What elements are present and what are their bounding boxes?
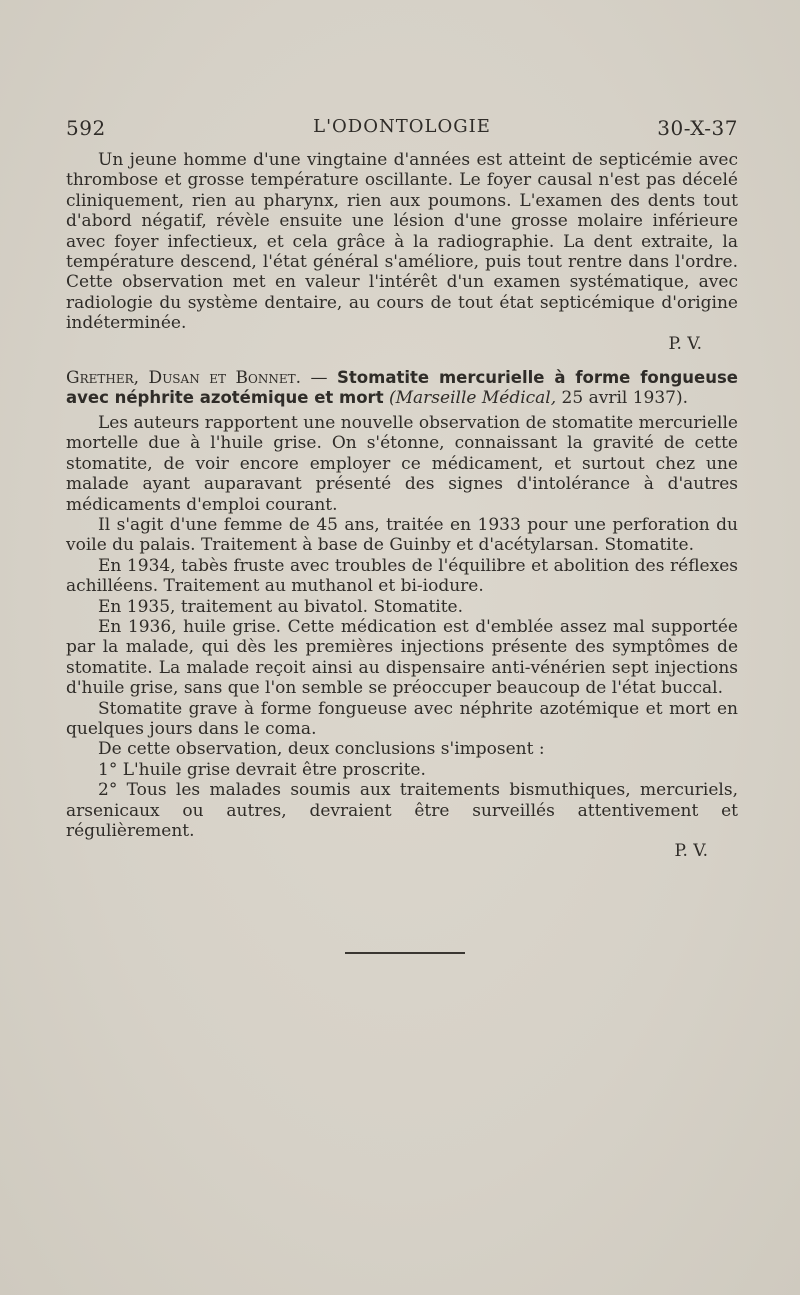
article2-paragraph: De cette observation, deux conclusions s'imposent :: [98, 739, 545, 760]
article2-paragraph: En 1936, huile grise. Cette médication est d'emblée assez mal supportée par la malade, qui dès les premières injections présente des symptômes de stomatite. La malade reçoit ainsi au dispensaire anti-vénérien sept injections d'huile grise, sans que l'on semble se préoccuper beaucoup de l'état buccal.: [66, 616, 738, 699]
article2-paragraph: 2° Tous les malades soumis aux traitements bismuthiques, mercuriels, arsenicaux ou autres, devraient être surveillés attentivement et régulièrement.: [66, 780, 738, 841]
article2-paragraph: Il s'agit d'une femme de 45 ans, traitée en 1933 pour une perforation du voile du palais. Traitement à base de Guinby et d'acétylarsan. Stomatite.: [66, 514, 738, 556]
journal-title: L'ODONTOLOGIE: [313, 116, 491, 137]
page-body: [66, 150, 738, 862]
article2-paragraph: En 1935, traitement au bivatol. Stomatite.: [98, 596, 464, 617]
issue-date: 30-X-37: [657, 116, 738, 140]
article2-source-date: 25 avril 1937).: [556, 388, 689, 409]
article1-signature: P. V.: [668, 333, 702, 354]
article2-title: Stomatite mercurielle à forme fongueuse avec néphrite azotémique et mort: [66, 368, 738, 408]
article2-paragraph: Stomatite grave à forme fongueuse avec néphrite azotémique et mort en quelques jours dans le coma.: [66, 698, 738, 739]
article1-paragraph: Un jeune homme d'une vingtaine d'années est atteint de septicémie avec thrombose et grosse température oscillante. Le foyer causal n'est pas décelé cliniquement, rien au pharynx, rien aux poumons. L'examen des dents tout d'abord négatif, révèle ensuite une lésion d'une grosse molaire inférieure avec foyer infectieux, et cela grâce à la radiographie. La dent extraite, la température descend, l'état général s'améliore, puis tout rentre dans l'ordre. Cette observation met en valeur l'intérêt d'un examen systématique, avec radiologie du système dentaire, au cours de tout état septicémique d'origine indéterminée.: [66, 150, 738, 334]
running-header: [66, 116, 738, 144]
article2-paragraph: 1° L'huile grise devrait être proscrite.: [98, 759, 426, 780]
article2-authors: Grether, Dusan et Bonnet.: [66, 368, 301, 389]
page-number: 592: [66, 116, 106, 140]
article2-dash: —: [300, 368, 338, 389]
article2-heading: [66, 368, 738, 409]
section-divider: [345, 952, 465, 954]
article2-signature: P. V.: [674, 841, 708, 862]
article2-source: (Marseille Médical,: [389, 388, 557, 409]
article2-paragraph: Les auteurs rapportent une nouvelle observation de stomatite mercurielle mortelle due à l'huile grise. On s'étonne, connaissant la gravité de cette stomatite, de voir encore employer ce médicament, et surtout chez une malade ayant auparavant présenté des signes d'intolérance à d'autres médicaments d'emploi courant.: [66, 412, 738, 515]
article2-paragraph: En 1934, tabès fruste avec troubles de l'équilibre et abolition des réflexes achilléens. Traitement au muthanol et bi-iodure.: [66, 555, 738, 597]
